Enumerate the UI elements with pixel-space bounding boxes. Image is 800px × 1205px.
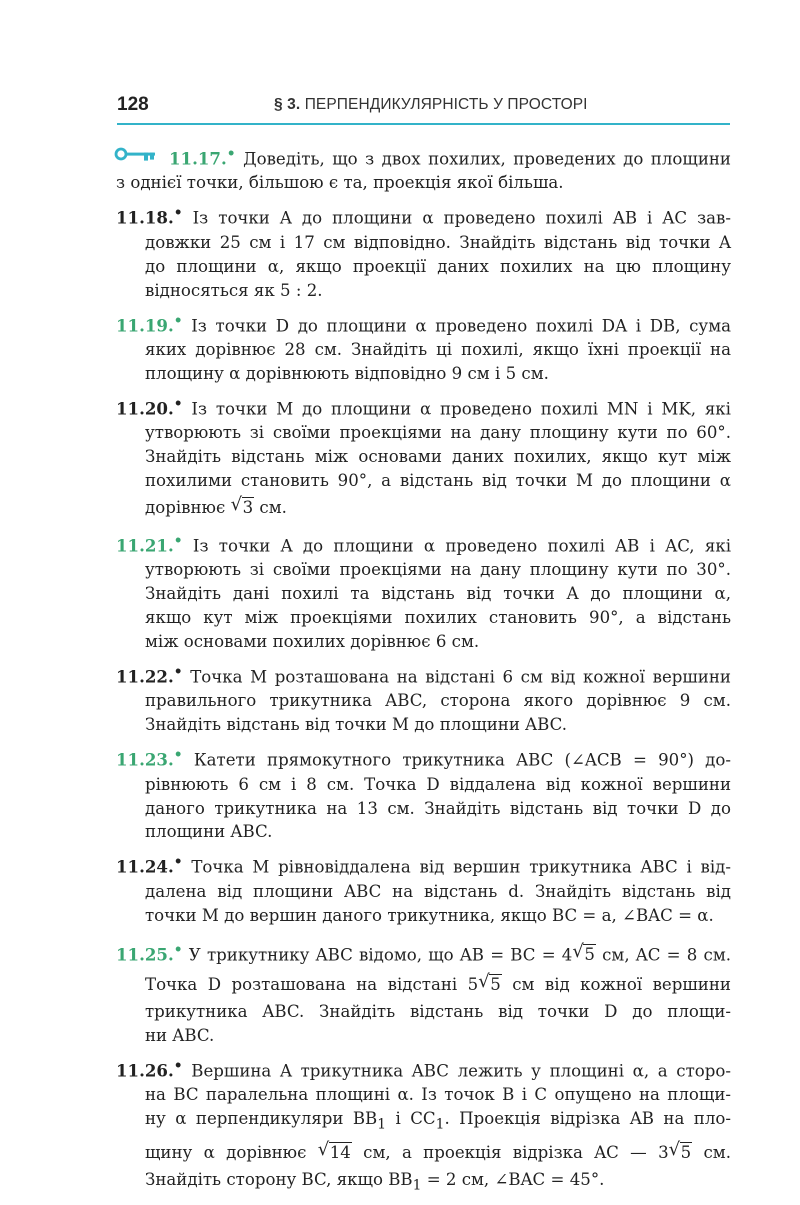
problem-number: 11.25. — [116, 944, 174, 965]
problem-11-20: 11.20.• Із точки M до площини α проведено похилі MN і MK, які утворюють зі своїми проекціями на дану площину кути по 60°. Знайдіть відстань між основами даних похилих, якщо кут між похилими становить 90°, а відстань від точки M до площини α дорівнює √ 3 см. — [116, 393, 731, 523]
problem-text-line: правильного трикутника ABC, сторона якого дорівнює 9 см. — [145, 691, 731, 711]
problem-text-line: Із точки D до площини α проведено похилі DA і DB, сума — [191, 316, 731, 336]
problem-text-line: площини ABC. — [145, 822, 273, 842]
problem-number: 11.22. — [116, 666, 174, 687]
problem-text-line: Точка M рівновіддалена від вершин трикутника ABC і від- — [191, 857, 731, 877]
problem-text-line: на BC паралельна площині α. Із точок B і C опущено на площи- — [145, 1085, 731, 1105]
problem-text-line: площину α дорівнюють відповідно 9 см і 5 см. — [145, 363, 549, 383]
problem-text-line: Катети прямокутного трикутника ABC (∠ACB = 90°) до- — [193, 750, 731, 770]
sqrt-expression: √ 5 — [478, 971, 501, 995]
problem-text-line: довжки 25 см і 17 см відповідно. Знайдіть відстань від точки A — [145, 232, 731, 252]
problem-text-line: відносяться як 5 : 2. — [145, 280, 323, 300]
problem-11-26: 11.26.• Вершина A трикутника ABC лежить у площині α, а сторо- на BC паралельна площині α. Із точок B і C опущено на площи- ну α перпендикуляри $BB_1$ і $CC_1$. Проекція відрізка AB на пло- щину α дорівнює √ 14 см, а проекція відрізка AC — 3 √ 5 см. Знайдіть сторону BC, якщо $BB_1 = 2$ см, ∠BAC = 45°. — [116, 1057, 732, 1193]
page-header — [117, 92, 730, 122]
problem-text-line: Точка D розташована на відстані 5 — [145, 975, 479, 995]
problem-text-line: Вершина A трикутника ABC лежить у площині α, а сторо- — [191, 1061, 731, 1081]
problem-number: 11.20. — [116, 398, 174, 419]
sqrt-expression: √ 3 — [230, 493, 254, 517]
problem-text-line: ни ABC. — [145, 1026, 215, 1046]
problem-text-line: Точка M розташована на відстані 6 см від кожної вершини — [190, 667, 731, 687]
problem-text-line: далена від площини ABC на відстань d. Знайдіть відстань від — [145, 881, 731, 901]
problem-11-17: 11.17.• Доведіть, що з двох похилих, проведених до площини з однієї точки, більшою є та, проекція якої більша. — [116, 143, 731, 195]
problem-text-line: утворюють зі своїми проекціями на дану площину кути по 60°. — [145, 423, 731, 443]
problem-text-line: дорівнює — [145, 497, 226, 517]
problem-11-21: 11.21.• Із точки A до площини α проведено похилі AB і AC, які утворюють зі своїми проекціями на дану площину кути по 30°. Знайдіть дані похилі та відстань від точки A до площини α, якщо кут між проекціями похилих становить 90°, а відстань між основами похилих дорівнює 6 см. — [116, 530, 731, 654]
sqrt-expression: √ 5 — [572, 941, 595, 965]
problem-text-line: рівнюють 6 см і 8 см. Точка D віддалена від кожної вершини — [145, 774, 731, 794]
problem-text-line: яких дорівнює 28 см. Знайдіть ці похилі, якщо їхні проекції на — [145, 339, 731, 359]
problem-11-25: 11.25.• У трикутнику ABC відомо, що AB = BC = 4 √ 5 см, AC = 8 см. Точка D розташована на відстані 5 √ 5 см від кожної вершини трикутника ABC. Знайдіть відстань від точки D до площи- ни ABC. — [116, 935, 731, 1048]
problem-number: 11.24. — [116, 856, 174, 877]
problem-text-line: Із точки A до площини α проведено похилі AB і AC зав- — [192, 208, 731, 228]
problem-list — [116, 143, 731, 1205]
sqrt-expression: √ 14 — [317, 1138, 351, 1162]
problem-11-24: 11.24.• Точка M рівновіддалена від вершин трикутника ABC і від- далена від площини ABC на відстань d. Знайдіть відстань від точки M до вершин даного трикутника, якщо BC = a, ∠BAC = α. — [116, 851, 731, 927]
problem-text-line: утворюють зі своїми проекціями на дану площину кути по 30°. — [145, 560, 731, 580]
problem-number: 11.26. — [116, 1060, 174, 1081]
problem-text-line: Із точки A до площини α проведено похилі AB і AC, які — [192, 536, 732, 556]
header-rule — [117, 123, 730, 125]
problem-text-line: точки M до вершин даного трикутника, якщо BC = a, ∠BAC = α. — [145, 905, 714, 925]
problem-text-line: трикутника ABC. Знайдіть відстань від точки D до площи- — [145, 1002, 731, 1022]
problem-11-23: 11.23.• Катети прямокутного трикутника ABC (∠ACB = 90°) до- рівнюють 6 см і 8 см. Точка D віддалена від кожної вершини даного трикутника на 13 см. Знайдіть відстань від точки D до площини ABC. — [116, 744, 731, 844]
problem-11-19: 11.19.• Із точки D до площини α проведено похилі DA і DB, сума яких дорівнює 28 см. Знайдіть ці похилі, якщо їхні проекції на площину α дорівнюють відповідно 9 см і 5 см. — [116, 310, 731, 386]
problem-number: 11.23. — [116, 749, 174, 770]
problem-number: 11.21. — [116, 535, 174, 556]
problem-text-line: якщо кут між проекціями похилих становить 90°, а відстань — [145, 608, 731, 628]
problem-text-line: даного трикутника на 13 см. Знайдіть відстань від точки D до — [145, 798, 731, 818]
sqrt-expression: √ 5 — [668, 1138, 692, 1162]
problem-11-18: 11.18.• Із точки A до площини α проведено похилі AB і AC зав- довжки 25 см і 17 см відповідно. Знайдіть відстань від точки A до площини α, якщо проекції даних похилих на цю площину відносяться як 5 : 2. — [116, 202, 731, 302]
problem-number: 11.17. — [169, 148, 227, 169]
problem-text-line: Знайдіть відстань між основами даних похилих, якщо кут між — [145, 447, 731, 467]
problem-text-line: до площини α, якщо проекції даних похилих на цю площину — [145, 256, 731, 276]
problem-number: 11.18. — [116, 207, 174, 228]
problem-text-line: між основами похилих дорівнює 6 см. — [145, 632, 480, 652]
page-number: 128 — [117, 94, 149, 115]
problem-text-line: Знайдіть дані похилі та відстань від точки A до площини α, — [145, 584, 731, 604]
section-title — [274, 96, 588, 114]
problem-text-line: У трикутнику ABC відомо, що AB = BC = 4 — [188, 945, 573, 965]
problem-text-line: Із точки M до площини α проведено похилі MN і MK, які — [191, 399, 731, 419]
section-title-text: ПЕРПЕНДИКУЛЯРНІСТЬ У ПРОСТОРІ — [304, 96, 588, 113]
key-icon — [114, 147, 156, 161]
problem-number: 11.19. — [116, 315, 174, 336]
problem-text-line: похилими становить 90°, а відстань від точки M до площини α — [145, 471, 731, 490]
problem-11-22: 11.22.• Точка M розташована на відстані 6 см від кожної вершини правильного трикутника ABC, сторона якого дорівнює 9 см. Знайдіть відстань від точки M до площини ABC. — [116, 661, 731, 737]
problem-text-line: Знайдіть відстань від точки M до площини ABC. — [145, 715, 568, 735]
problem-text-line: Доведіть, що з двох похилих, проведених до площини — [243, 149, 731, 169]
section-label: § 3. — [274, 96, 301, 113]
problem-text-line: з однієї точки, більшою є та, проекція якої більша. — [116, 173, 564, 193]
